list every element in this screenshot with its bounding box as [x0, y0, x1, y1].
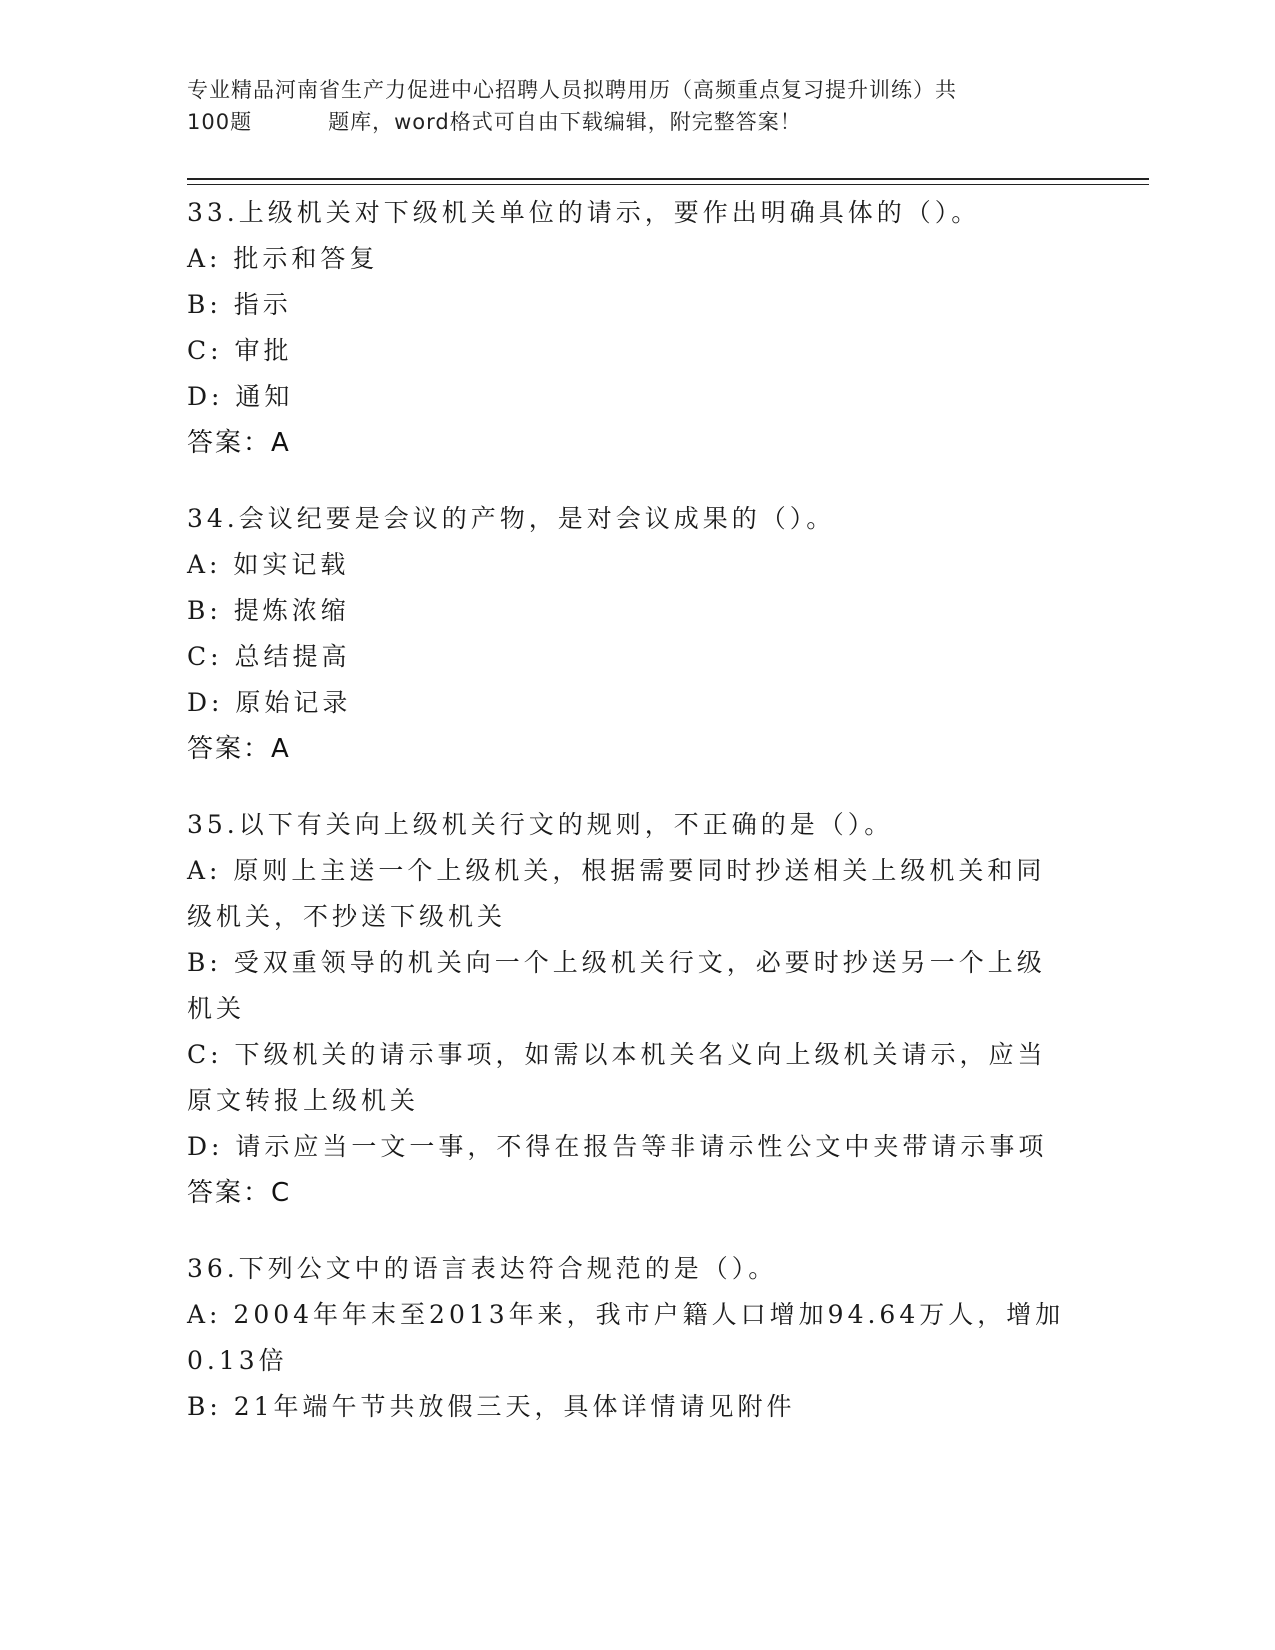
question-list: [187, 190, 1087, 1460]
option-b: B: 提炼浓缩: [187, 596, 350, 625]
answer: 答案：C: [187, 1178, 292, 1208]
question-33: [187, 190, 1087, 466]
option-b: B: 指示: [187, 290, 292, 319]
option-a: A: 2004年年末至2013年来，我市户籍人口增加94.64万人，增加0.13倍: [187, 1300, 1065, 1375]
question-36: [187, 1246, 1087, 1430]
option-d: D: 原始记录: [187, 688, 352, 717]
option-d: D: 请示应当一文一事，不得在报告等非请示性公文中夹带请示事项: [187, 1132, 1048, 1161]
question-stem: 33.上级机关对下级机关单位的请示，要作出明确具体的（）。: [187, 198, 981, 227]
header-line-2: 题库，word格式可自由下载编辑，附完整答案！: [328, 110, 802, 134]
document-header: [187, 74, 1067, 138]
question-stem: 34.会议纪要是会议的产物，是对会议成果的（）。: [187, 504, 836, 533]
answer: 答案：A: [187, 428, 291, 458]
option-a: A: 如实记载: [187, 550, 350, 579]
option-c: C: 审批: [187, 336, 293, 365]
option-c: C: 总结提高: [187, 642, 351, 671]
option-b: B: 21年端午节共放假三天，具体详情请见附件: [187, 1392, 796, 1421]
answer: 答案：A: [187, 734, 291, 764]
option-c: C: 下级机关的请示事项，如需以本机关名义向上级机关请示，应当原文转报上级机关: [187, 1040, 1047, 1115]
question-35: [187, 802, 1087, 1216]
header-question-count: 100题: [187, 110, 253, 134]
question-stem: 35.以下有关向上级机关行文的规则，不正确的是（）。: [187, 810, 894, 839]
option-a: A: 原则上主送一个上级机关，根据需要同时抄送相关上级机关和同级机关，不抄送下级机关: [187, 856, 1046, 931]
option-b: B: 受双重领导的机关向一个上级机关行文，必要时抄送另一个上级机关: [187, 948, 1046, 1023]
question-stem: 36.下列公文中的语言表达符合规范的是（）。: [187, 1254, 778, 1283]
header-line-1: 专业精品河南省生产力促进中心招聘人员拟聘用历（高频重点复习提升训练）共: [187, 78, 957, 102]
option-d: D: 通知: [187, 382, 294, 411]
header-divider-thin: [187, 184, 1149, 185]
question-34: [187, 496, 1087, 772]
header-divider: [187, 178, 1149, 180]
option-a: A: 批示和答复: [187, 244, 379, 273]
